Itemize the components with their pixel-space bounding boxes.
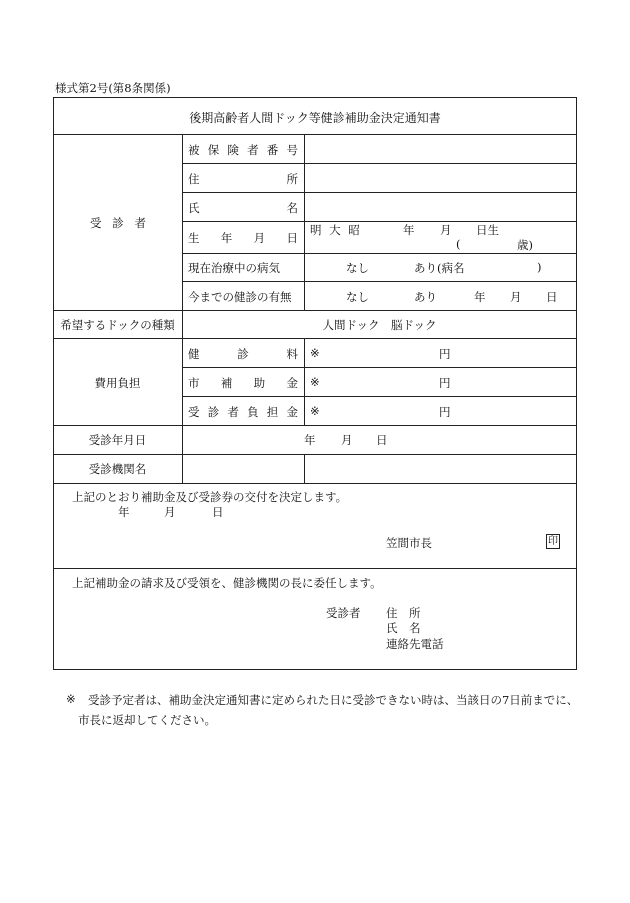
checkup-month-unit: 月 [510, 290, 522, 304]
institution-label: 受診機関名 [88, 462, 147, 476]
label-char: 者 [227, 405, 239, 419]
checkup-fee-label [188, 346, 298, 362]
note-mark: ※ [66, 692, 76, 706]
exam-date-label: 受診年月日 [88, 433, 147, 447]
label-char: 助 [253, 376, 266, 390]
row-divider [53, 134, 577, 135]
label-char: 負 [247, 405, 259, 419]
age-paren-open: ( [456, 237, 461, 251]
label-char: 被 [188, 143, 200, 157]
column-divider [304, 338, 305, 425]
checkup-fee-mark: ※ [310, 346, 320, 360]
note-line-2: 市長に返却してください。 [78, 713, 216, 727]
city-subsidy-label [188, 375, 298, 391]
row-divider [182, 253, 577, 254]
decision-day-unit: 日 [212, 505, 224, 519]
label-char: 診 [237, 347, 249, 361]
column-divider [304, 454, 305, 483]
delegation-examinee-label: 受診者 [326, 606, 361, 620]
illness-none: なし [346, 261, 369, 275]
label-char: 氏 [188, 201, 200, 215]
form-reference: 様式第2号(第8条関係) [55, 81, 171, 95]
birthdate-label [188, 230, 298, 246]
row-divider [53, 454, 577, 455]
exam-month-unit: 月 [341, 433, 353, 447]
label-char: 日 [286, 231, 298, 245]
dock-type-label: 希望するドックの種類 [60, 318, 175, 332]
examinee-char-2: 診 [112, 216, 124, 230]
label-char: 金 [286, 405, 298, 419]
insured-number-label [188, 142, 298, 158]
label-char: 金 [286, 376, 298, 390]
decision-text: 上記のとおり補助金及び受診券の交付を決定します。 [72, 490, 348, 504]
checkup-present: あり [414, 290, 437, 304]
label-char: 補 [220, 376, 233, 390]
label-char: 号 [286, 143, 298, 157]
row-divider [53, 425, 577, 426]
row-divider [53, 483, 577, 484]
label-char: 年 [220, 231, 233, 245]
note-line-1: 受診予定者は、補助金決定通知書に定められた日に受診できない時は、当該日の7日前までに、 [88, 693, 579, 707]
label-char: 担 [266, 405, 279, 419]
checkup-day-unit: 日 [546, 290, 558, 304]
checkup-none: なし [346, 290, 369, 304]
column-divider [304, 134, 305, 310]
label-char: 者 [247, 143, 259, 157]
exam-day-unit: 日 [376, 433, 388, 447]
row-divider [182, 396, 577, 397]
self-pay-yen: 円 [439, 405, 451, 419]
illness-present: あり(病名 [414, 261, 465, 275]
birth-day-unit: 日生 [476, 223, 499, 237]
row-divider [182, 163, 577, 164]
decision-month-unit: 月 [164, 505, 176, 519]
label-char: 健 [188, 347, 200, 361]
decision-year-unit: 年 [118, 505, 130, 519]
row-divider [182, 221, 577, 222]
row-divider [53, 310, 577, 311]
label-char: 診 [207, 405, 220, 419]
prior-checkup-label: 今までの健診の有無 [188, 290, 292, 304]
mayor-title: 笠間市長 [386, 536, 432, 550]
checkup-fee-yen: 円 [439, 347, 451, 361]
row-divider [53, 338, 577, 339]
birth-year-unit: 年 [403, 223, 415, 237]
label-char: 保 [207, 143, 220, 157]
delegation-name-label: 氏 名 [386, 621, 421, 635]
examinee-char-1: 受 [90, 216, 102, 230]
birth-month-unit: 月 [440, 223, 452, 237]
row-divider [53, 568, 577, 569]
name-label [188, 200, 298, 216]
address-label [188, 171, 298, 187]
current-illness-label: 現在治療中の病気 [188, 261, 280, 275]
self-pay-mark: ※ [310, 404, 320, 418]
examinee-char-3: 者 [134, 216, 146, 230]
examinee-section-label [90, 215, 146, 231]
exam-year-unit: 年 [304, 433, 316, 447]
label-char: 番 [266, 143, 279, 157]
delegation-contact-label: 連絡先電話 [386, 637, 444, 651]
label-char: 所 [286, 172, 298, 186]
era-options: 明 大 昭 [310, 223, 362, 237]
label-char: 名 [286, 201, 298, 215]
dock-type-options: 人間ドック 脳ドック [322, 318, 437, 332]
cost-section-label: 費用負担 [94, 376, 141, 390]
self-pay-label [188, 404, 298, 420]
label-char: 険 [227, 143, 239, 157]
label-char: 受 [188, 405, 200, 419]
seal-mark: 印 [548, 536, 558, 547]
illness-paren-close: ) [537, 260, 542, 274]
form-title: 後期高齢者人間ドック等健診補助金決定通知書 [189, 111, 441, 125]
label-char: 生 [188, 231, 200, 245]
row-divider [182, 367, 577, 368]
row-divider [182, 192, 577, 193]
label-char: 料 [286, 347, 298, 361]
column-divider [182, 134, 183, 483]
age-unit: 歳) [517, 238, 533, 252]
row-divider [182, 281, 577, 282]
label-char: 住 [188, 172, 200, 186]
city-subsidy-yen: 円 [439, 376, 451, 390]
label-char: 市 [188, 376, 200, 390]
checkup-year-unit: 年 [474, 290, 486, 304]
delegation-address-label: 住 所 [386, 606, 421, 620]
city-subsidy-mark: ※ [310, 375, 320, 389]
label-char: 月 [253, 231, 266, 245]
delegation-text: 上記補助金の請求及び受領を、健診機関の長に委任します。 [72, 576, 382, 590]
